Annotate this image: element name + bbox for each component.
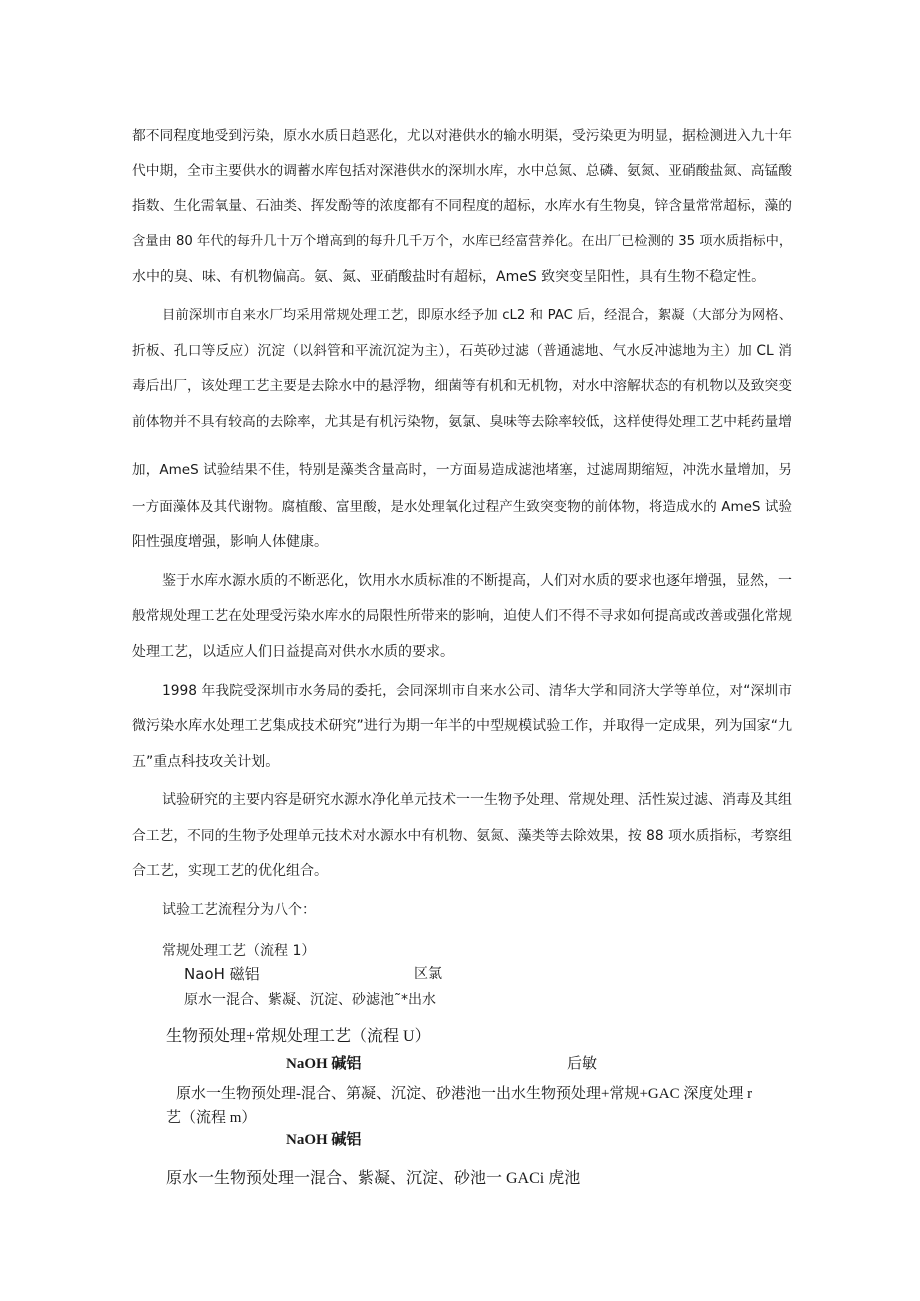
paragraph-6-line-1: 试验工艺流程分为八个： — [162, 902, 316, 918]
flow-2-process: 原水一生物预处理-混合、第凝、沉淀、砂港池一出水生物预处理+常规+GAC 深度处理 r — [176, 1086, 753, 1102]
flow-1-title: 常规处理工艺（流程 1） — [162, 943, 316, 959]
paragraph-2-line-1: 目前深圳市自来水厂均采用常规处理工艺，即原水经予加 cL2 和 PAC 后，经混合，絮凝（大部分为网格、 — [162, 308, 792, 323]
paragraph-1-line-2: 代中期，全市主要供水的调蓄水库包括对深港供水的深圳水库，水中总氮、总磷、氨氮、亚硝酸盐氮、高锰酸 — [132, 163, 793, 179]
flow-2-process-cont: 艺（流程 m） — [166, 1110, 257, 1126]
paragraph-1-line-4: 含量由 80 年代的每升几十万个增高到的每升几千万个，水库已经富营养化。在出厂已检测的 35 项水质指标中， — [132, 234, 793, 249]
flow-1-reagent-right: 区氯 — [414, 966, 442, 982]
paragraph-2-line-7: 阳性强度增强，影响人体健康。 — [132, 534, 328, 550]
paragraph-4-line-2: 微污染水库水处理工艺集成技术研究”进行为期一年半的中型规模试验工作，并取得一定成果，列为国家“九 — [132, 718, 792, 734]
paragraph-2-line-3: 毒后出厂，该处理工艺主要是去除水中的悬浮物，细菌等有机和无机物，对水中溶解状态的有机物以及致突变 — [132, 378, 793, 394]
paragraph-2-line-4: 前体物并不具有较高的去除率，尤其是有机污染物，氨氯、臭味等去除率较低，这样使得处理工艺中耗药量增 — [132, 414, 793, 430]
flow-2-reagent-right: 后敏 — [567, 1056, 598, 1072]
paragraph-5-line-3: 合工艺，实现工艺的优化组合。 — [132, 863, 328, 879]
paragraph-2-line-2: 折板、孔口等反应）沉淀（以斜管和平流沉淀为主），石英砂过滤（普通滤地、气水反冲滤地为主）加 CL 消 — [132, 343, 792, 359]
paragraph-1-line-5: 水中的臭、味、有机物偏高。氨、氮、亚硝酸盐时有超标，AmeS 致突变呈阳性，具有生物不稳定性。 — [132, 269, 766, 285]
flow-2-reagent-left: NaOH 碱铝 — [286, 1056, 362, 1072]
paragraph-3-line-1: 鉴于水库水源水质的不断恶化，饮用水水质标准的不断提高，人们对水质的要求也逐年增强，显然，一 — [162, 573, 792, 589]
paragraph-5-line-2: 合工艺，不同的生物予处理单元技术对水源水中有机物、氨氮、藻类等去除效果，按 88 项水质指标，考察组 — [132, 828, 792, 844]
flow-3-reagent-left: NaOH 碱铝 — [286, 1132, 362, 1148]
flow-1-reagent-left: NaoH 磁铝 — [184, 965, 260, 983]
paragraph-4-line-1: 1998 年我院受深圳市水务局的委托，会同深圳市自来水公司、清华大学和同济大学等单位，对“深圳市 — [162, 683, 792, 699]
paragraph-2-line-5: 加，AmeS 试验结果不佳，特别是藻类含量高时，一方面易造成滤池堵塞，过滤周期缩短，冲洗水量增加，另 — [132, 462, 792, 478]
paragraph-1-line-3: 指数、生化需氧量、石油类、挥发酚等的浓度都有不同程度的超标，水库水有生物臭，锌含量常常超标，藻的 — [132, 198, 793, 214]
flow-3-process: 原水一生物预处理一混合、紫凝、沉淀、砂池一 GACi 虎池 — [166, 1170, 581, 1187]
paragraph-5-line-1: 试验研究的主要内容是研究水源水净化单元技术一一生物予处理、常规处理、活性炭过滤、消毒及其组 — [162, 792, 792, 808]
paragraph-3-line-2: 般常规处理工艺在处理受污染水库水的局限性所带来的影响，迫使人们不得不寻求如何提高或改善或强化常规 — [132, 608, 793, 624]
paragraph-2-line-6: 一方面藻体及其代谢物。腐植酸、富里酸，是水处理氧化过程产生致突变物的前体物，将造成水的 AmeS 试验 — [132, 499, 792, 515]
paragraph-3-line-3: 处理工艺，以适应人们日益提高对供水水质的要求。 — [132, 644, 454, 660]
paragraph-1-line-1: 都不同程度地受到污染，原水水质日趋恶化，尤以对港供水的输水明渠，受污染更为明显，据检测进入九十年 — [132, 128, 793, 144]
flow-1-process: 原水一混合、紫凝、沉淀、砂滤池˜*出水 — [184, 992, 436, 1008]
flow-2-title: 生物预处理+常规处理工艺（流程 U） — [166, 1028, 431, 1045]
paragraph-4-line-3: 五”重点科技攻关计划。 — [132, 754, 280, 770]
